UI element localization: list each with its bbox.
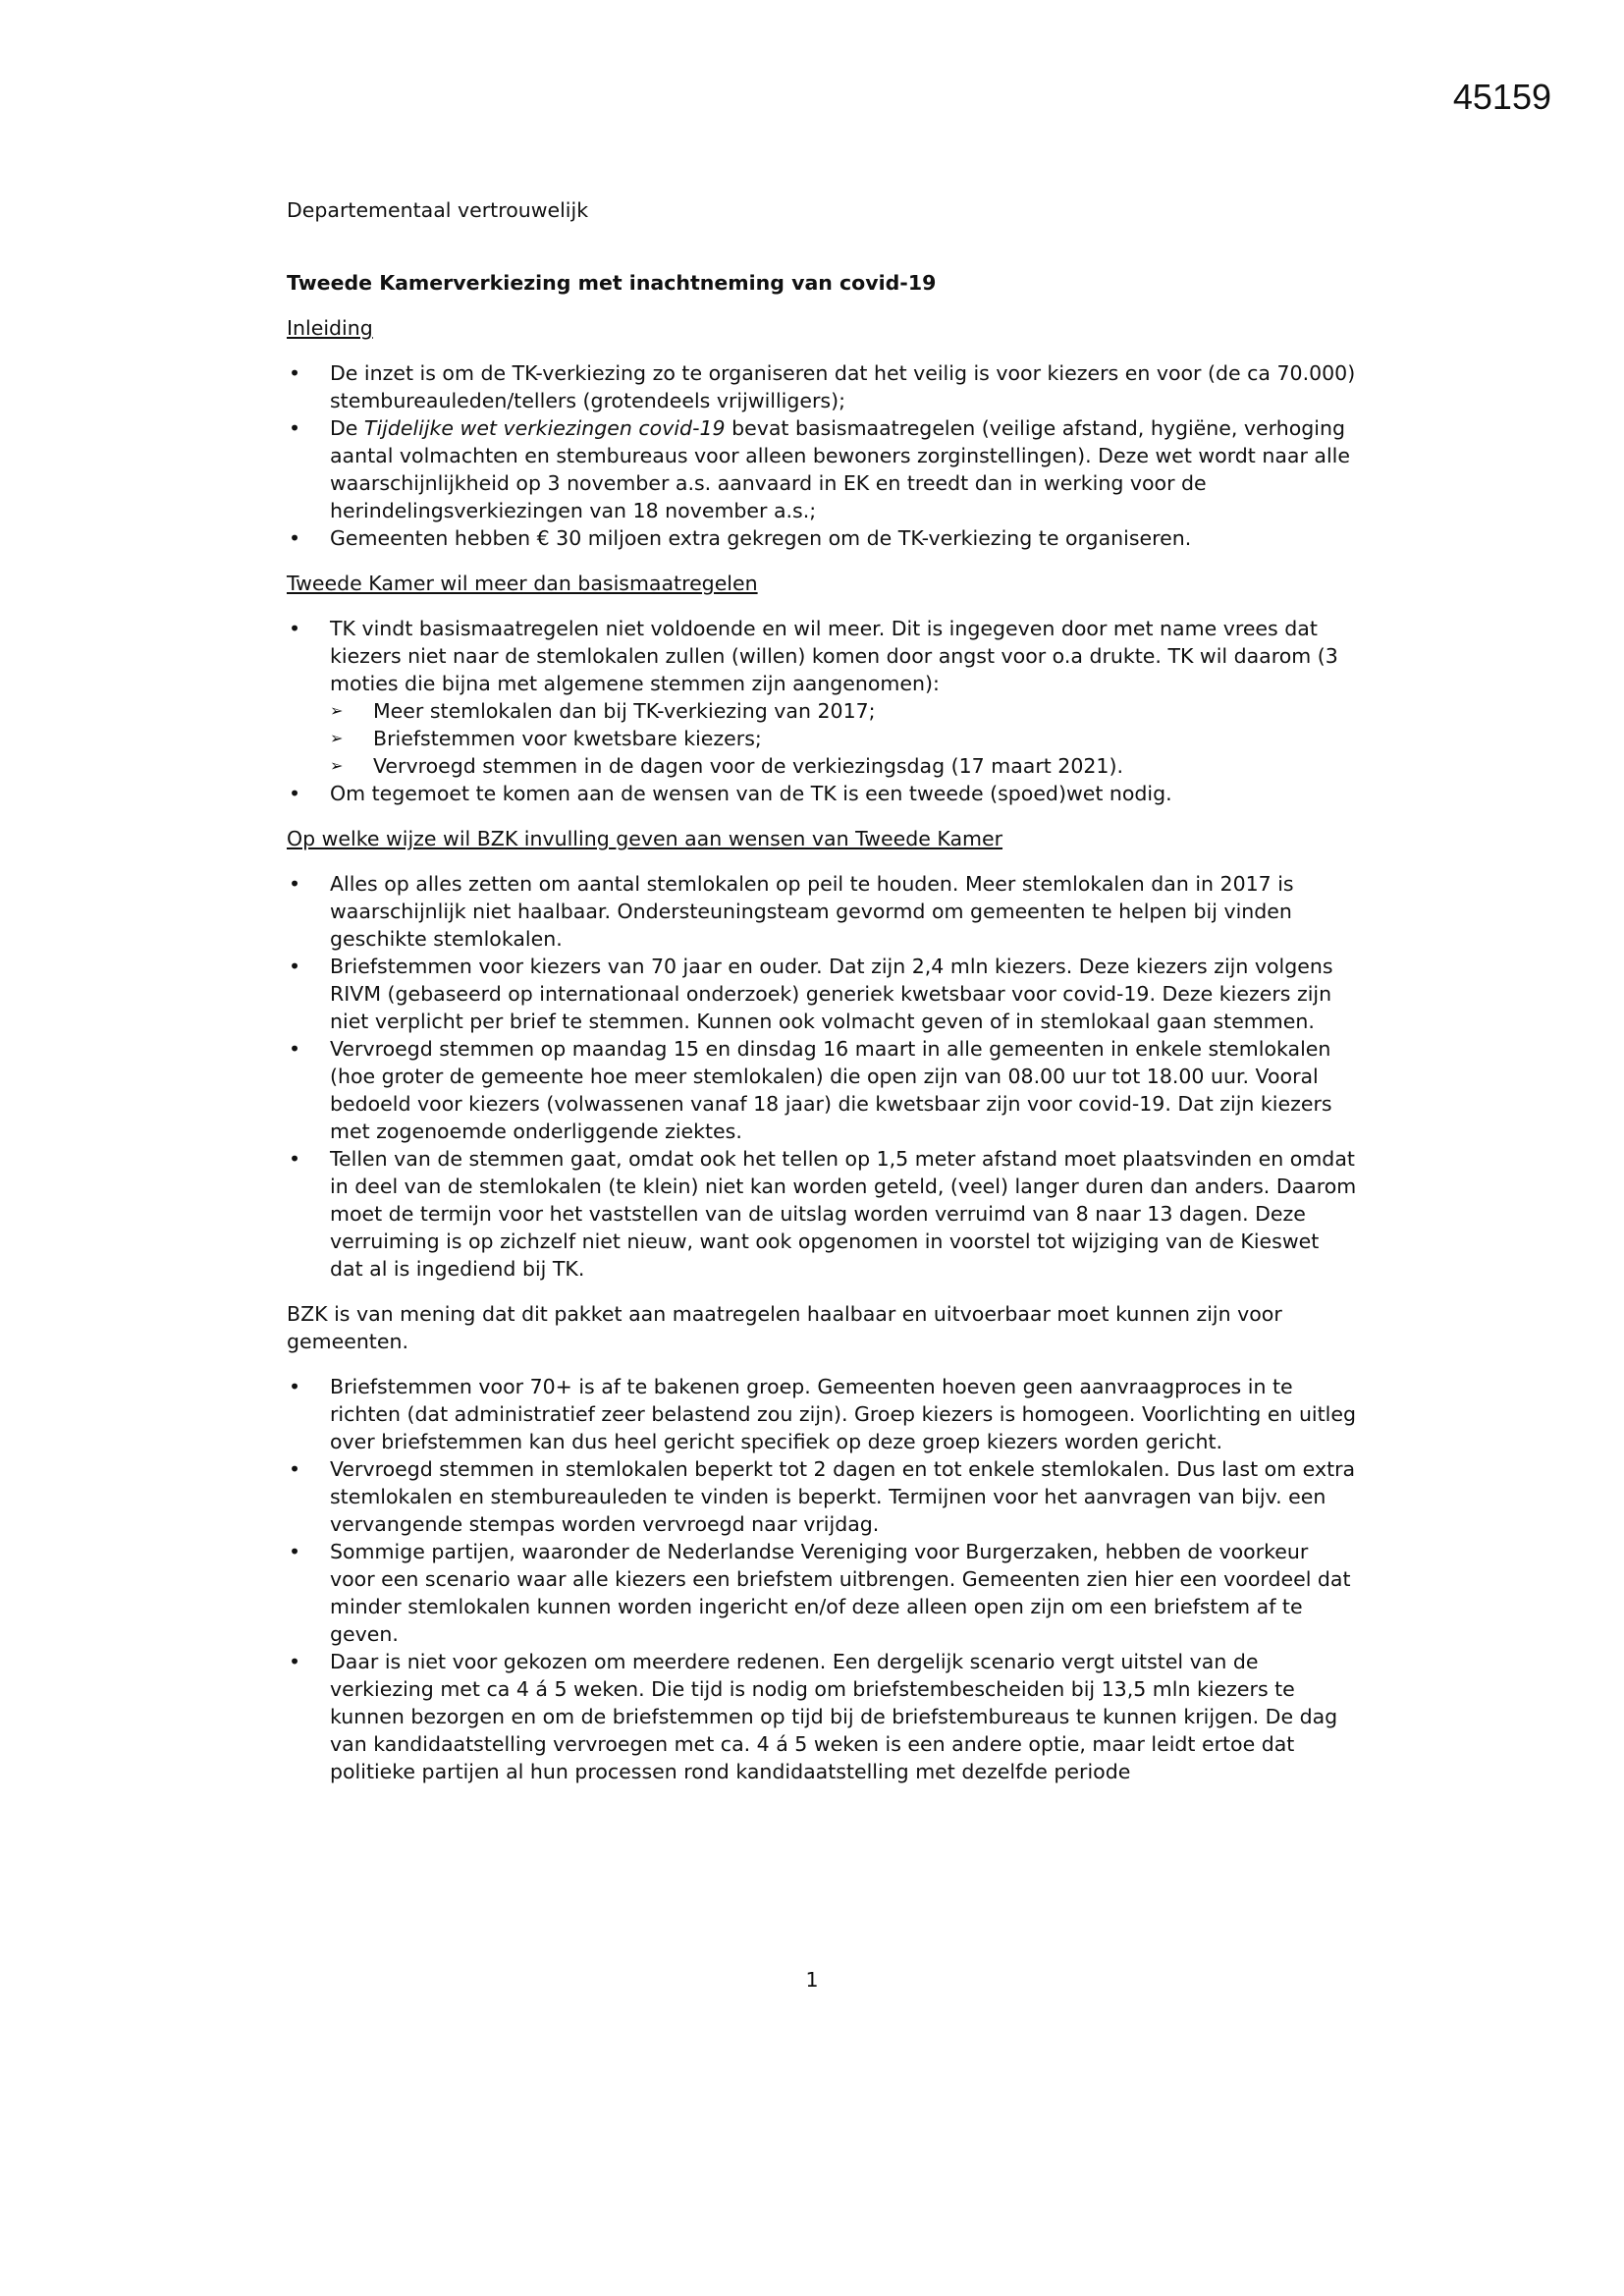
bullet-icon: • — [289, 416, 301, 440]
list-item-text: TK vindt basismaatregelen niet voldoende en wil meer. Dit is ingegeven door met name vrees dat kiezers niet naar de stemlokalen zullen (willen) komen door angst voor o.a drukte. TK wil daarom (3 moties die bijna met algemene stemmen zijn aangenomen): — [330, 617, 1338, 695]
sub-list-item-text: Vervroegd stemmen in de dagen voor de verkiezingsdag (17 maart 2021). — [373, 754, 1123, 778]
list-item-text: Gemeenten hebben € 30 miljoen extra gekregen om de TK-verkiezing te organiseren. — [330, 526, 1192, 550]
list-item — [287, 1648, 1357, 1785]
bzk-list — [287, 870, 1357, 1283]
list-item-text: De inzet is om de TK-verkiezing zo te organiseren dat het veilig is voor kiezers en voor (de ca 70.000) stembureauleden/tellers (grotendeels vrijwilligers); — [330, 361, 1356, 412]
list-item — [287, 524, 1357, 552]
classification-label: Departementaal vertrouwelijk — [287, 198, 589, 222]
law-name: Tijdelijke wet verkiezingen covid-19 — [363, 416, 726, 440]
sub-list-item-text: Briefstemmen voor kwetsbare kiezers; — [373, 727, 762, 750]
sub-list-item-text: Meer stemlokalen dan bij TK-verkiezing van 2017; — [373, 699, 876, 723]
section-heading-tweede-kamer: Tweede Kamer wil meer dan basismaatregelen — [287, 572, 758, 595]
list-item-text-pre: De — [330, 416, 364, 440]
bullet-icon: • — [289, 1037, 301, 1061]
list-item — [287, 1145, 1357, 1283]
list-item-text: Briefstemmen voor 70+ is af te bakenen groep. Gemeenten hoeven geen aanvraagproces in te richten (dat administratief zeer belastend zou zijn). Groep kiezers is homogeen. Voorlichting en uitleg over briefstemmen kan dus heel gericht specifiek op deze groep kiezers worden gericht. — [330, 1375, 1356, 1453]
list-item — [287, 953, 1357, 1035]
page-number: 1 — [805, 1968, 819, 1992]
sub-list-item — [330, 697, 1357, 725]
list-item-text: Briefstemmen voor kiezers van 70 jaar en ouder. Dat zijn 2,4 mln kiezers. Deze kiezers zijn volgens RIVM (gebaseerd op internationaal onderzoek) generiek kwetsbaar voor covid-19. Deze kiezers zijn niet verplicht per brief te stemmen. Kunnen ook volmacht geven of in stemlokaal gaan stemmen. — [330, 955, 1333, 1033]
bzk-rationale-list — [287, 1373, 1357, 1785]
bullet-icon: • — [289, 617, 301, 640]
list-item-text: Om tegemoet te komen aan de wensen van de TK is een tweede (spoed)wet nodig. — [330, 782, 1172, 805]
list-item — [287, 1455, 1357, 1538]
document-body — [287, 196, 1357, 1803]
tk-list — [287, 615, 1357, 807]
sub-list-item — [330, 725, 1357, 752]
bullet-icon: • — [289, 782, 301, 805]
arrow-bullet-icon: ➢ — [330, 701, 344, 720]
list-item-text: Daar is niet voor gekozen om meerdere redenen. Een dergelijk scenario vergt uitstel van de verkiezing met ca 4 á 5 weken. Die tijd is nodig om briefstembescheiden bij 13,5 mln kiezers te kunnen bezorgen en om de briefstemmen op tijd bij de briefstembureaus te kunnen krijgen. De dag van kandidaatstelling vervroegen met ca. 4 á 5 weken is een andere optie, maar leidt ertoe dat politieke partijen al hun processen rond kandidaatstelling met dezelfde periode — [330, 1650, 1338, 1783]
bullet-icon: • — [289, 526, 301, 550]
list-item-text: Vervroegd stemmen op maandag 15 en dinsdag 16 maart in alle gemeenten in enkele stemlokalen (hoe groter de gemeente hoe meer stemlokalen) die open zijn van 08.00 uur tot 18.00 uur. Vooral bedoeld voor kiezers (volwassenen vanaf 18 jaar) die kwetsbaar zijn voor covid-19. Dat zijn kiezers met zogenoemde onderliggende ziektes. — [330, 1037, 1332, 1143]
arrow-bullet-icon: ➢ — [330, 756, 344, 775]
section-heading-inleiding: Inleiding — [287, 316, 373, 340]
bullet-icon: • — [289, 1375, 301, 1398]
bzk-opinion-paragraph: BZK is van mening dat dit pakket aan maatregelen haalbaar en uitvoerbaar moet kunnen zijn voor gemeenten. — [287, 1302, 1282, 1353]
list-item — [287, 1538, 1357, 1648]
list-item-text: Sommige partijen, waaronder de Nederlandse Vereniging voor Burgerzaken, hebben de voorkeur voor een scenario waar alle kiezers een briefstem uitbrengen. Gemeenten zien hier een voordeel dat minder stemlokalen kunnen worden ingericht en/of deze alleen open zijn om een briefstem af te geven. — [330, 1540, 1351, 1646]
document-number: 45159 — [1452, 77, 1551, 117]
bullet-icon: • — [289, 1650, 301, 1673]
list-item — [287, 870, 1357, 953]
list-item — [287, 414, 1357, 524]
bullet-icon: • — [289, 361, 301, 385]
intro-list — [287, 359, 1357, 552]
bullet-icon: • — [289, 1147, 301, 1171]
arrow-bullet-icon: ➢ — [330, 729, 344, 747]
list-item — [287, 615, 1357, 780]
bullet-icon: • — [289, 1457, 301, 1481]
list-item-text: Vervroegd stemmen in stemlokalen beperkt tot 2 dagen en tot enkele stemlokalen. Dus last om extra stemlokalen en stembureauleden te vinden is beperkt. Termijnen voor het aanvragen van bijv. een vervangende stempas worden vervroegd naar vrijdag. — [330, 1457, 1356, 1536]
bullet-icon: • — [289, 872, 301, 896]
list-item-text: Tellen van de stemmen gaat, omdat ook het tellen op 1,5 meter afstand moet plaatsvinden en omdat in deel van de stemlokalen (te klein) niet kan worden geteld, (veel) langer duren dan anders. Daarom moet de termijn voor het vaststellen van de uitslag worden verruimd van 8 naar 13 dagen. Deze verruiming is op zichzelf niet nieuw, want ook opgenomen in voorstel tot wijziging van de Kieswet dat al is ingediend bij TK. — [330, 1147, 1357, 1281]
motions-list — [330, 697, 1357, 780]
sub-list-item — [330, 752, 1357, 780]
list-item-text: Alles op alles zetten om aantal stemlokalen op peil te houden. Meer stemlokalen dan in 2017 is waarschijnlijk niet haalbaar. Ondersteuningsteam gevormd om gemeenten te helpen bij vinden geschikte stemlokalen. — [330, 872, 1294, 951]
document-title: Tweede Kamerverkiezing met inachtneming van covid-19 — [287, 271, 937, 295]
bullet-icon: • — [289, 1540, 301, 1563]
section-heading-bzk: Op welke wijze wil BZK invulling geven aan wensen van Tweede Kamer — [287, 827, 1003, 850]
list-item-text-post: bevat basismaatregelen (veilige afstand, hygiëne, verhoging aantal volmachten en stembureaus voor alleen bewoners zorginstellingen). Deze wet wordt naar alle waarschijnlijkheid op 3 november a.s. aanvaard in EK en treedt dan in werking voor de herindelingsverkiezingen van 18 november a.s.; — [330, 416, 1350, 522]
bullet-icon: • — [289, 955, 301, 978]
list-item — [287, 1373, 1357, 1455]
list-item — [287, 780, 1357, 807]
list-item — [287, 1035, 1357, 1145]
list-item — [287, 359, 1357, 414]
